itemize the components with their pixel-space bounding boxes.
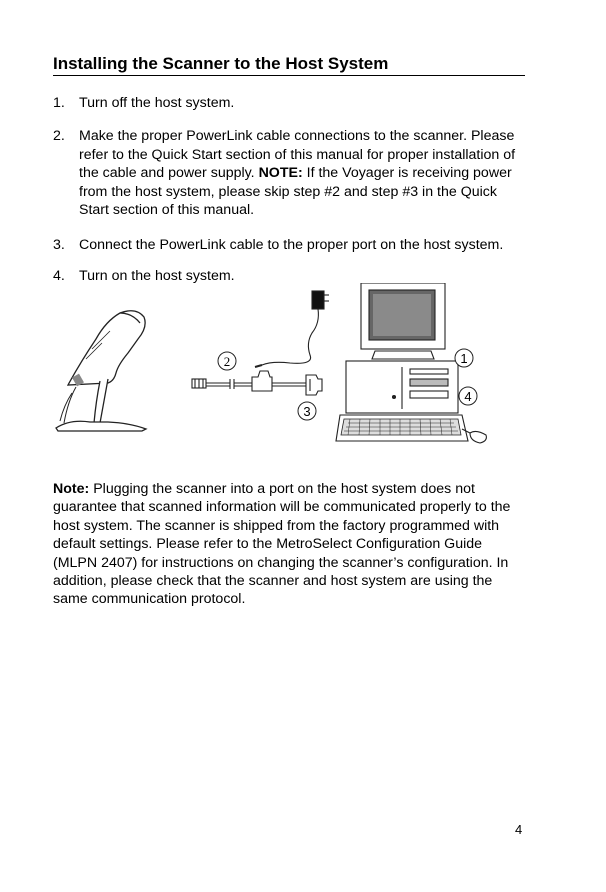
note-label-inline: NOTE: <box>258 165 303 182</box>
step-2 <box>53 127 528 219</box>
step-1 <box>53 94 528 112</box>
step-text: Turn off the host system. <box>79 95 235 111</box>
step-text: Connect the PowerLink cable to the proper port on the host system. <box>79 237 504 254</box>
callout-1-label: 1 <box>460 351 468 366</box>
callout-4 <box>459 387 477 405</box>
page-number: 4 <box>515 822 523 837</box>
step-3 <box>53 236 528 254</box>
step-number: 2. <box>53 128 65 145</box>
callout-2 <box>218 352 236 370</box>
step-number: 4. <box>53 267 65 284</box>
note-text: Plugging the scanner into a port on the host system does not guarantee that scanned information will be communicated properly to the host system. The scanner is shipped from the factory programmed with default settings. Please refer to the MetroSelect Configuration Guide (MLPN 2407) for instructions on changing the scanner’s configuration. In addition, please check that the scanner and host system are using the same communication protocol. <box>53 481 511 608</box>
installation-illustration <box>50 283 500 453</box>
step-text: Turn on the host system. <box>79 267 235 284</box>
scanner-illustration <box>56 311 146 431</box>
step-number: 3. <box>53 237 65 254</box>
powerlink-cable-illustration <box>192 371 322 395</box>
note-label: Note: <box>53 481 90 497</box>
callout-1 <box>455 349 473 367</box>
callout-2-label: 2 <box>223 354 231 369</box>
note-paragraph <box>53 480 523 609</box>
step-text: Make the proper PowerLink cable connections to the scanner. Please refer to the Quick Start section of this manual for proper installation of the cable and power supply. <box>79 128 516 182</box>
callout-3 <box>298 402 316 420</box>
page-title: Installing the Scanner to the Host System <box>53 54 525 76</box>
step-number: 1. <box>53 95 65 111</box>
callout-4-label: 4 <box>464 389 472 404</box>
power-supply-illustration <box>255 291 329 367</box>
step-text-continued: If the Voyager is receiving power from the host system, please skip step #2 and step #3 in the Quick Start section of this manual. <box>79 165 512 219</box>
callout-3-label: 3 <box>303 404 311 419</box>
instruction-steps <box>53 94 528 285</box>
